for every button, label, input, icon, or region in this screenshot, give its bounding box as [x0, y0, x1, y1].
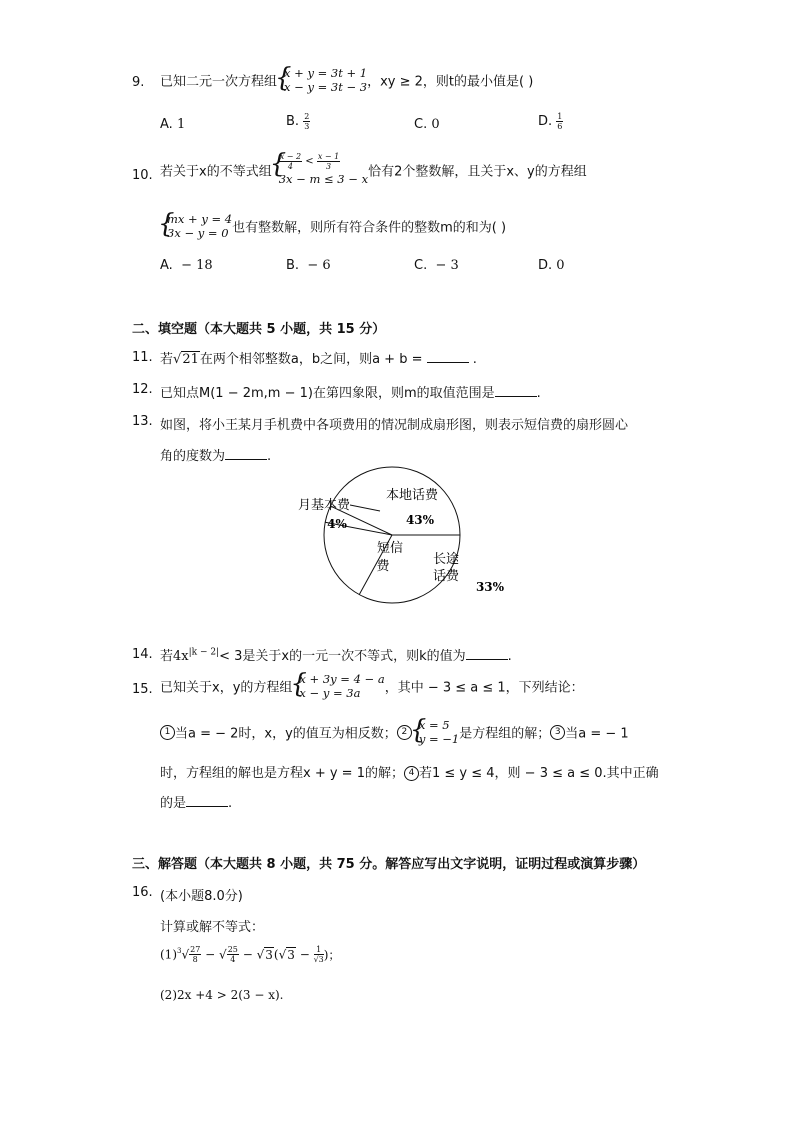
label-base: 月基本费 — [297, 498, 351, 513]
label-long-pct: 33% — [475, 580, 505, 594]
label-long-2: 话费 — [432, 569, 460, 584]
label-long-1: 长途 — [432, 552, 460, 567]
fraction — [317, 152, 340, 171]
option-label: C. — [414, 258, 428, 273]
sqrt-sign: √ — [256, 947, 265, 962]
q10-line2 — [160, 212, 506, 240]
q15-line2 — [160, 718, 629, 746]
q11-answer-blank[interactable] — [427, 350, 469, 363]
q12-number: 12. — [132, 382, 153, 397]
q10-number: 10. — [132, 168, 153, 183]
q13-line2 — [160, 445, 271, 464]
q9-eq2: x − y = 3t − 3 — [284, 80, 368, 94]
q14-exponent: |k − 2| — [188, 647, 220, 658]
numerator: 1 — [314, 945, 324, 955]
section-2-heading: 二、填空题（本大题共 5 小题，共 15 分） — [132, 322, 386, 337]
q14-text-a: 若4x — [160, 649, 189, 664]
q11-text-b: 在两个相邻整数a，b之间，则a + b = — [199, 352, 423, 367]
sqrt-sign: √ — [219, 947, 227, 962]
q14-stem — [160, 645, 512, 664]
fraction — [227, 945, 239, 964]
fraction — [314, 945, 324, 964]
q15-statement-2: 是方程组的解； — [459, 726, 551, 742]
q10-option-c — [414, 258, 459, 273]
q10-prefix: 若关于x的不等式组 — [160, 164, 272, 180]
minus: − — [205, 947, 216, 962]
numerator: 2 — [304, 112, 310, 121]
q15-answer-blank[interactable] — [186, 794, 228, 807]
q15-sol-y: y = −1 — [418, 732, 460, 746]
q15-statement-3a: 当a = − 1 — [565, 726, 629, 742]
option-value: − 18 — [181, 258, 213, 273]
q15-number: 15. — [132, 682, 153, 697]
q15-line4 — [160, 792, 232, 811]
radicand: 3 — [287, 948, 295, 962]
q10-option-a — [160, 258, 213, 273]
q10-eq2: 3x − y = 0 — [167, 226, 229, 240]
q10-ineq1 — [279, 152, 368, 171]
q15-text-end: 的是 — [160, 796, 187, 811]
q12-stem — [160, 382, 541, 401]
label-local: 本地话费 — [385, 488, 439, 503]
q15-line3 — [160, 762, 659, 781]
option-label: C. — [414, 117, 428, 132]
q15-eq2: x − y = 3a — [299, 686, 361, 700]
base-leader-line — [350, 505, 380, 511]
option-label: B. — [286, 258, 300, 273]
q10-eq1: { mx + y = 4 — [167, 212, 233, 226]
q10-option-d — [538, 258, 565, 273]
circle-2: 2 — [397, 725, 412, 740]
paren-close: )； — [323, 948, 341, 962]
q9-option-b — [286, 112, 310, 131]
q9-stem — [160, 66, 533, 94]
denominator: √3 — [313, 955, 324, 964]
radicand: 3 — [265, 948, 273, 962]
q14-answer-blank[interactable] — [466, 647, 508, 660]
q16-part1 — [160, 945, 340, 964]
sqrt-sign: √ — [278, 947, 287, 962]
denominator: 4 — [230, 955, 236, 964]
option-label: A. — [160, 117, 173, 132]
denominator: 3 — [326, 162, 332, 171]
q10-ineq2: 3x − m ≤ 3 − x — [278, 172, 369, 186]
q9-equation-system — [277, 66, 367, 94]
q10-option-b — [286, 258, 331, 273]
q15-period: . — [228, 796, 233, 811]
q15-solution-system — [412, 718, 459, 746]
sqrt-sign: √ — [173, 352, 182, 367]
q13-answer-blank[interactable] — [225, 447, 267, 460]
q16-number: 16. — [132, 885, 153, 900]
option-value: 0 — [556, 258, 565, 273]
q9-prefix: 已知二元一次方程组 — [160, 74, 278, 90]
q13-line1: 如图，将小王某月手机费中各项费用的情况制成扇形图，则表示短信费的扇形圆心 — [160, 418, 629, 433]
numerator: 1 — [557, 112, 563, 121]
option-label: A. — [160, 258, 173, 273]
q15-statement-3b: 时，方程组的解也是方程x + y = 1的解； — [160, 766, 404, 781]
q16-title: (本小题8.0分) — [160, 889, 243, 904]
denominator: 4 — [287, 162, 293, 171]
q9-option-c — [414, 117, 440, 132]
q9-option-d — [538, 112, 563, 131]
label-sms-2: 费 — [376, 559, 390, 574]
label-sms-1: 短信 — [376, 541, 404, 556]
q9-number: 9. — [132, 75, 145, 90]
option-value: 0 — [431, 117, 440, 132]
q15-eq1: { x + 3y = 4 − a — [299, 672, 385, 686]
q14-text-b: < 3是关于x的一元一次不等式，则k的值为 — [219, 649, 466, 664]
q9-condition: ，xy ≥ 2，则t的最小值是( ) — [367, 74, 534, 90]
q9-eq1: { x + y = 3t + 1 — [284, 66, 368, 80]
q15-prefix: 已知关于x，y的方程组 — [160, 680, 293, 696]
q10-post: 恰有2个整数解，且关于x、y的方程组 — [368, 164, 587, 180]
q11-stem — [160, 348, 477, 367]
option-value: − 6 — [307, 258, 331, 273]
option-label: D. — [538, 258, 553, 273]
q15-stem — [160, 672, 584, 700]
fraction — [189, 945, 201, 964]
q15-sol-x: { x = 5 — [418, 718, 450, 732]
q15-equation-system — [292, 672, 384, 700]
option-value: − 3 — [435, 258, 459, 273]
q12-text: 已知点M(1 − 2m,m − 1)在第四象限，则m的取值范围是 — [160, 386, 495, 401]
q11-text-a: 若 — [160, 352, 174, 367]
q14-period: . — [507, 649, 512, 664]
q10-post2: 也有整数解，则所有符合条件的整数m的和为( ) — [232, 220, 507, 236]
section-3-heading: 三、解答题（本大题共 8 小题，共 75 分。解答应写出文字说明，证明过程或演算步骤） — [132, 857, 646, 872]
denominator: 3 — [304, 122, 310, 131]
radicand: 21 — [182, 352, 199, 367]
part-label: (1) — [160, 947, 177, 962]
label-base-pct: 4% — [327, 517, 347, 531]
numerator: 25 — [227, 945, 238, 954]
q9-option-a — [160, 117, 185, 132]
q15-statement-1: 当a = − 2时，x，y的值互为相反数； — [175, 726, 397, 742]
q13-period: . — [267, 449, 272, 464]
q12-answer-blank[interactable] — [495, 384, 537, 397]
q16-part2: (2)2x +4 > 2(3 − x). — [160, 988, 284, 1002]
less-than: < — [305, 156, 314, 167]
q13-text: 角的度数为 — [160, 449, 226, 464]
fraction — [303, 112, 310, 131]
denominator: 8 — [192, 955, 198, 964]
q12-period: . — [536, 386, 541, 401]
option-label: B. — [286, 114, 300, 129]
denominator: 6 — [557, 122, 563, 131]
q16-intro: 计算或解不等式： — [160, 920, 265, 935]
q11-period: . — [472, 352, 477, 367]
numerator: 27 — [190, 945, 201, 954]
pie-chart — [280, 465, 520, 605]
q14-number: 14. — [132, 647, 153, 662]
q10-equation-system — [160, 212, 232, 240]
circle-3: 3 — [550, 725, 565, 740]
q15-post: ，其中 − 3 ≤ a ≤ 1，下列结论： — [384, 680, 584, 696]
q15-statement-4: 若1 ≤ y ≤ 4，则 − 3 ≤ a ≤ 0.其中正确 — [418, 766, 659, 781]
paren: ( — [273, 947, 279, 962]
q10-stem — [160, 152, 587, 188]
q11-number: 11. — [132, 350, 153, 365]
sqrt-sign: √ — [181, 947, 190, 962]
option-label: D. — [538, 114, 553, 129]
option-value: 1 — [176, 117, 186, 132]
cube-root-index: 3 — [177, 947, 182, 955]
minus: − — [295, 947, 314, 962]
circle-1: 1 — [160, 725, 175, 740]
numerator: x − 1 — [317, 152, 340, 161]
circle-4: 4 — [404, 766, 419, 781]
fraction — [279, 152, 302, 171]
q10-inequality-system — [272, 152, 368, 188]
numerator: { x − 2 — [279, 152, 302, 161]
q13-number: 13. — [132, 414, 153, 429]
fraction — [556, 112, 563, 131]
label-local-pct: 43% — [405, 513, 435, 527]
minus: − — [242, 947, 253, 962]
